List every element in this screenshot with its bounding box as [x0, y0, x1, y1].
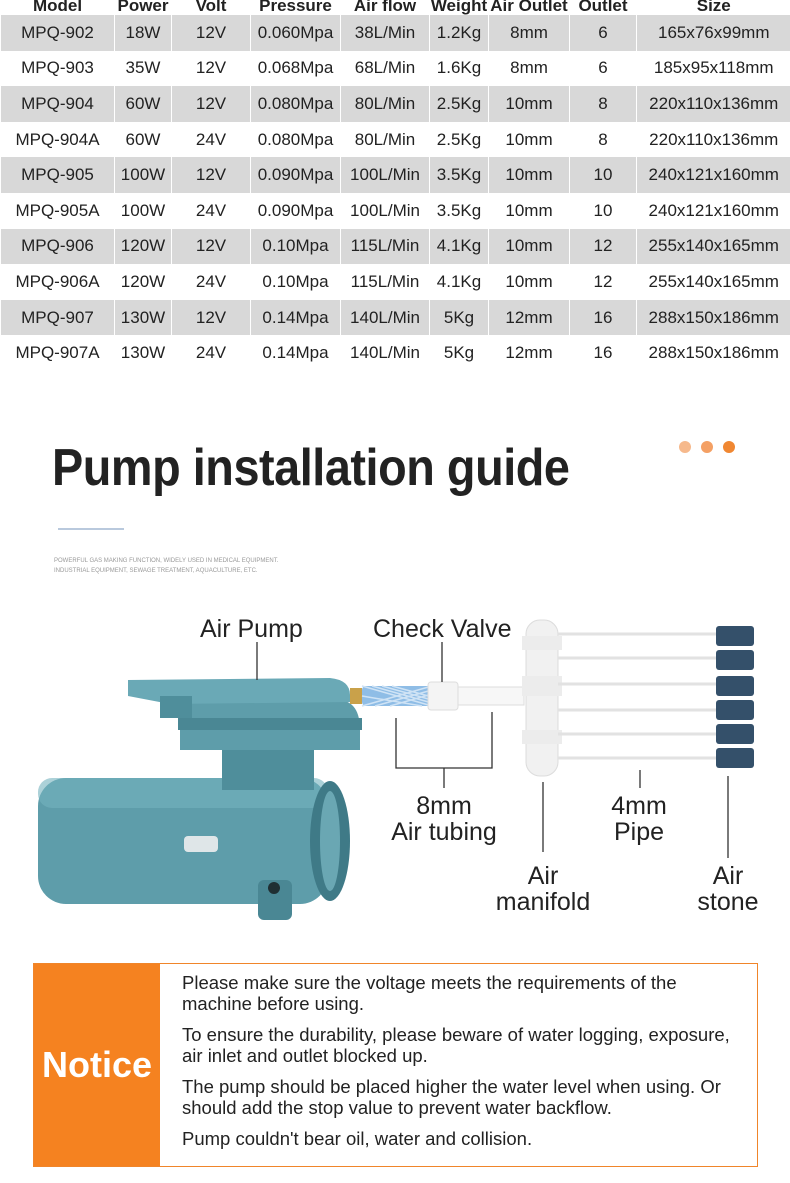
cell-outlet: 6	[570, 51, 637, 87]
table-row	[1, 86, 790, 122]
cell-size: 288x150x186mm	[637, 335, 790, 371]
pipes-illustration	[558, 634, 720, 758]
cell-size: 185x95x118mm	[637, 51, 790, 87]
cell-power: 18W	[115, 15, 172, 51]
label-air-manifold	[489, 863, 597, 915]
cell-outlet: 8	[570, 122, 637, 158]
cell-weight: 3.5Kg	[430, 193, 489, 229]
cell-weight: 3.5Kg	[430, 157, 489, 193]
cell-size: 165x76x99mm	[637, 15, 790, 51]
cell-air-outlet: 10mm	[489, 157, 570, 193]
cell-air-flow: 100L/Min	[341, 193, 430, 229]
col-header-volt: Volt	[172, 0, 251, 15]
cell-volt: 12V	[172, 157, 251, 193]
cell-pressure: 0.10Mpa	[251, 264, 341, 300]
label-air-tubing-size: 8mm	[416, 792, 472, 820]
cell-pressure: 0.14Mpa	[251, 335, 341, 371]
cell-air-outlet: 10mm	[489, 264, 570, 300]
spec-table-header	[1, 0, 790, 15]
cell-power: 130W	[115, 335, 172, 371]
air-manifold-illustration	[522, 620, 562, 776]
dot-1	[679, 441, 691, 453]
cell-air-outlet: 12mm	[489, 300, 570, 336]
air-stones-illustration	[716, 626, 754, 768]
label-stone-line-2: stone	[697, 888, 759, 916]
cell-outlet: 12	[570, 264, 637, 300]
label-air-tubing	[389, 793, 499, 845]
cell-air-flow: 38L/Min	[341, 15, 430, 51]
cell-volt: 12V	[172, 51, 251, 87]
cell-model: MPQ-905	[1, 157, 115, 193]
label-stone-line-1: Air	[712, 862, 744, 890]
label-check-valve: Check Valve	[373, 615, 512, 643]
cell-air-outlet: 10mm	[489, 86, 570, 122]
cell-model: MPQ-907A	[1, 335, 115, 371]
cell-volt: 24V	[172, 122, 251, 158]
cell-model: MPQ-902	[1, 15, 115, 51]
cell-outlet: 12	[570, 229, 637, 265]
cell-outlet: 16	[570, 300, 637, 336]
cell-volt: 24V	[172, 335, 251, 371]
cell-air-flow: 140L/Min	[341, 300, 430, 336]
cell-pressure: 0.090Mpa	[251, 157, 341, 193]
cell-volt: 24V	[172, 193, 251, 229]
guide-subtext-line-1: POWERFUL GAS MAKING FUNCTION, WIDELY USED IN MEDICAL EQUIPMENT.	[54, 558, 279, 564]
guide-title: Pump installation guide	[52, 439, 570, 497]
cell-pressure: 0.068Mpa	[251, 51, 341, 87]
cell-size: 220x110x136mm	[637, 86, 790, 122]
cell-pressure: 0.10Mpa	[251, 229, 341, 265]
cell-power: 120W	[115, 229, 172, 265]
cell-weight: 4.1Kg	[430, 229, 489, 265]
cell-air-outlet: 10mm	[489, 122, 570, 158]
cell-power: 130W	[115, 300, 172, 336]
col-header-air-flow: Air flow	[341, 0, 430, 15]
table-row	[1, 264, 790, 300]
cell-outlet: 8	[570, 86, 637, 122]
col-header-model: Model	[1, 0, 115, 15]
cell-model: MPQ-906A	[1, 264, 115, 300]
cell-model: MPQ-903	[1, 51, 115, 87]
cell-volt: 12V	[172, 300, 251, 336]
cell-pressure: 0.14Mpa	[251, 300, 341, 336]
cell-volt: 24V	[172, 264, 251, 300]
cell-power: 120W	[115, 264, 172, 300]
cell-power: 35W	[115, 51, 172, 87]
cell-air-flow: 100L/Min	[341, 157, 430, 193]
cell-outlet: 10	[570, 193, 637, 229]
guide-subtext-line-2: INDUSTRIAL EQUIPMENT, SEWAGE TREATMENT, AQUACULTURE, ETC.	[54, 568, 258, 574]
table-row	[1, 193, 790, 229]
title-underline	[58, 528, 124, 530]
cell-size: 288x150x186mm	[637, 300, 790, 336]
cell-weight: 4.1Kg	[430, 264, 489, 300]
cell-air-flow: 80L/Min	[341, 86, 430, 122]
cell-size: 220x110x136mm	[637, 122, 790, 158]
notice-item: The pump should be placed higher the water level when using. Or should add the stop value to prevent water backflow.	[182, 1076, 721, 1118]
cell-air-flow: 68L/Min	[341, 51, 430, 87]
decorative-dots	[679, 441, 735, 453]
cell-model: MPQ-906	[1, 229, 115, 265]
cell-outlet: 16	[570, 335, 637, 371]
cell-size: 255x140x165mm	[637, 264, 790, 300]
guide-subtext	[54, 556, 278, 576]
cell-air-flow: 140L/Min	[341, 335, 430, 371]
cell-pressure: 0.090Mpa	[251, 193, 341, 229]
table-row	[1, 300, 790, 336]
cell-air-outlet: 10mm	[489, 229, 570, 265]
notice-label: Notice	[41, 1044, 153, 1085]
table-row	[1, 229, 790, 265]
cell-weight: 5Kg	[430, 300, 489, 336]
cell-air-flow: 115L/Min	[341, 264, 430, 300]
dot-2	[701, 441, 713, 453]
col-header-air-outlet: Air Outlet	[489, 0, 570, 15]
cell-air-flow: 80L/Min	[341, 122, 430, 158]
cell-air-outlet: 12mm	[489, 335, 570, 371]
cell-model: MPQ-907	[1, 300, 115, 336]
notice-item: Pump couldn't bear oil, water and collision.	[182, 1128, 533, 1149]
label-pipe-size: 4mm	[611, 792, 667, 820]
cell-volt: 12V	[172, 86, 251, 122]
label-manifold-line-2: manifold	[495, 888, 591, 916]
notice-item: Please make sure the voltage meets the requirements of the machine before using.	[182, 972, 677, 1014]
cell-weight: 5Kg	[430, 335, 489, 371]
label-air-pump: Air Pump	[200, 615, 303, 643]
table-row	[1, 157, 790, 193]
table-row	[1, 51, 790, 87]
cell-air-flow: 115L/Min	[341, 229, 430, 265]
cell-pressure: 0.060Mpa	[251, 15, 341, 51]
cell-weight: 1.6Kg	[430, 51, 489, 87]
cell-volt: 12V	[172, 229, 251, 265]
notice-box	[33, 963, 758, 1167]
notice-list	[160, 964, 757, 1166]
cell-model: MPQ-905A	[1, 193, 115, 229]
cell-air-outlet: 10mm	[489, 193, 570, 229]
cell-size: 255x140x165mm	[637, 229, 790, 265]
cell-size: 240x121x160mm	[637, 193, 790, 229]
col-header-power: Power	[115, 0, 172, 15]
notice-label-panel	[34, 964, 160, 1166]
cell-pressure: 0.080Mpa	[251, 122, 341, 158]
cell-power: 100W	[115, 193, 172, 229]
air-pump-illustration	[38, 678, 362, 920]
notice-item: To ensure the durability, please beware of water logging, exposure, air inlet and outlet blocked up.	[182, 1024, 730, 1066]
cell-model: MPQ-904A	[1, 122, 115, 158]
table-row	[1, 15, 790, 51]
dot-3	[723, 441, 735, 453]
col-header-size: Size	[637, 0, 790, 15]
cell-weight: 2.5Kg	[430, 86, 489, 122]
cell-outlet: 10	[570, 157, 637, 193]
cell-air-outlet: 8mm	[489, 51, 570, 87]
col-header-weight: Weight	[430, 0, 489, 15]
cell-outlet: 6	[570, 15, 637, 51]
cell-power: 60W	[115, 122, 172, 158]
cell-weight: 1.2Kg	[430, 15, 489, 51]
label-air-stone	[690, 863, 766, 915]
cell-volt: 12V	[172, 15, 251, 51]
installation-diagram	[0, 600, 790, 940]
table-row	[1, 335, 790, 371]
label-pipe-name: Pipe	[613, 818, 665, 846]
cell-size: 240x121x160mm	[637, 157, 790, 193]
label-air-tubing-name: Air tubing	[391, 818, 497, 846]
air-tubing-illustration	[362, 682, 524, 710]
col-header-outlet: Outlet	[570, 0, 637, 15]
diagram-illustration	[0, 600, 790, 940]
cell-model: MPQ-904	[1, 86, 115, 122]
cell-air-outlet: 8mm	[489, 15, 570, 51]
cell-pressure: 0.080Mpa	[251, 86, 341, 122]
table-row	[1, 122, 790, 158]
cell-power: 60W	[115, 86, 172, 122]
cell-power: 100W	[115, 157, 172, 193]
cell-weight: 2.5Kg	[430, 122, 489, 158]
spec-table	[0, 0, 790, 371]
label-pipe	[596, 793, 682, 845]
label-manifold-line-1: Air	[527, 862, 559, 890]
col-header-pressure: Pressure	[251, 0, 341, 15]
